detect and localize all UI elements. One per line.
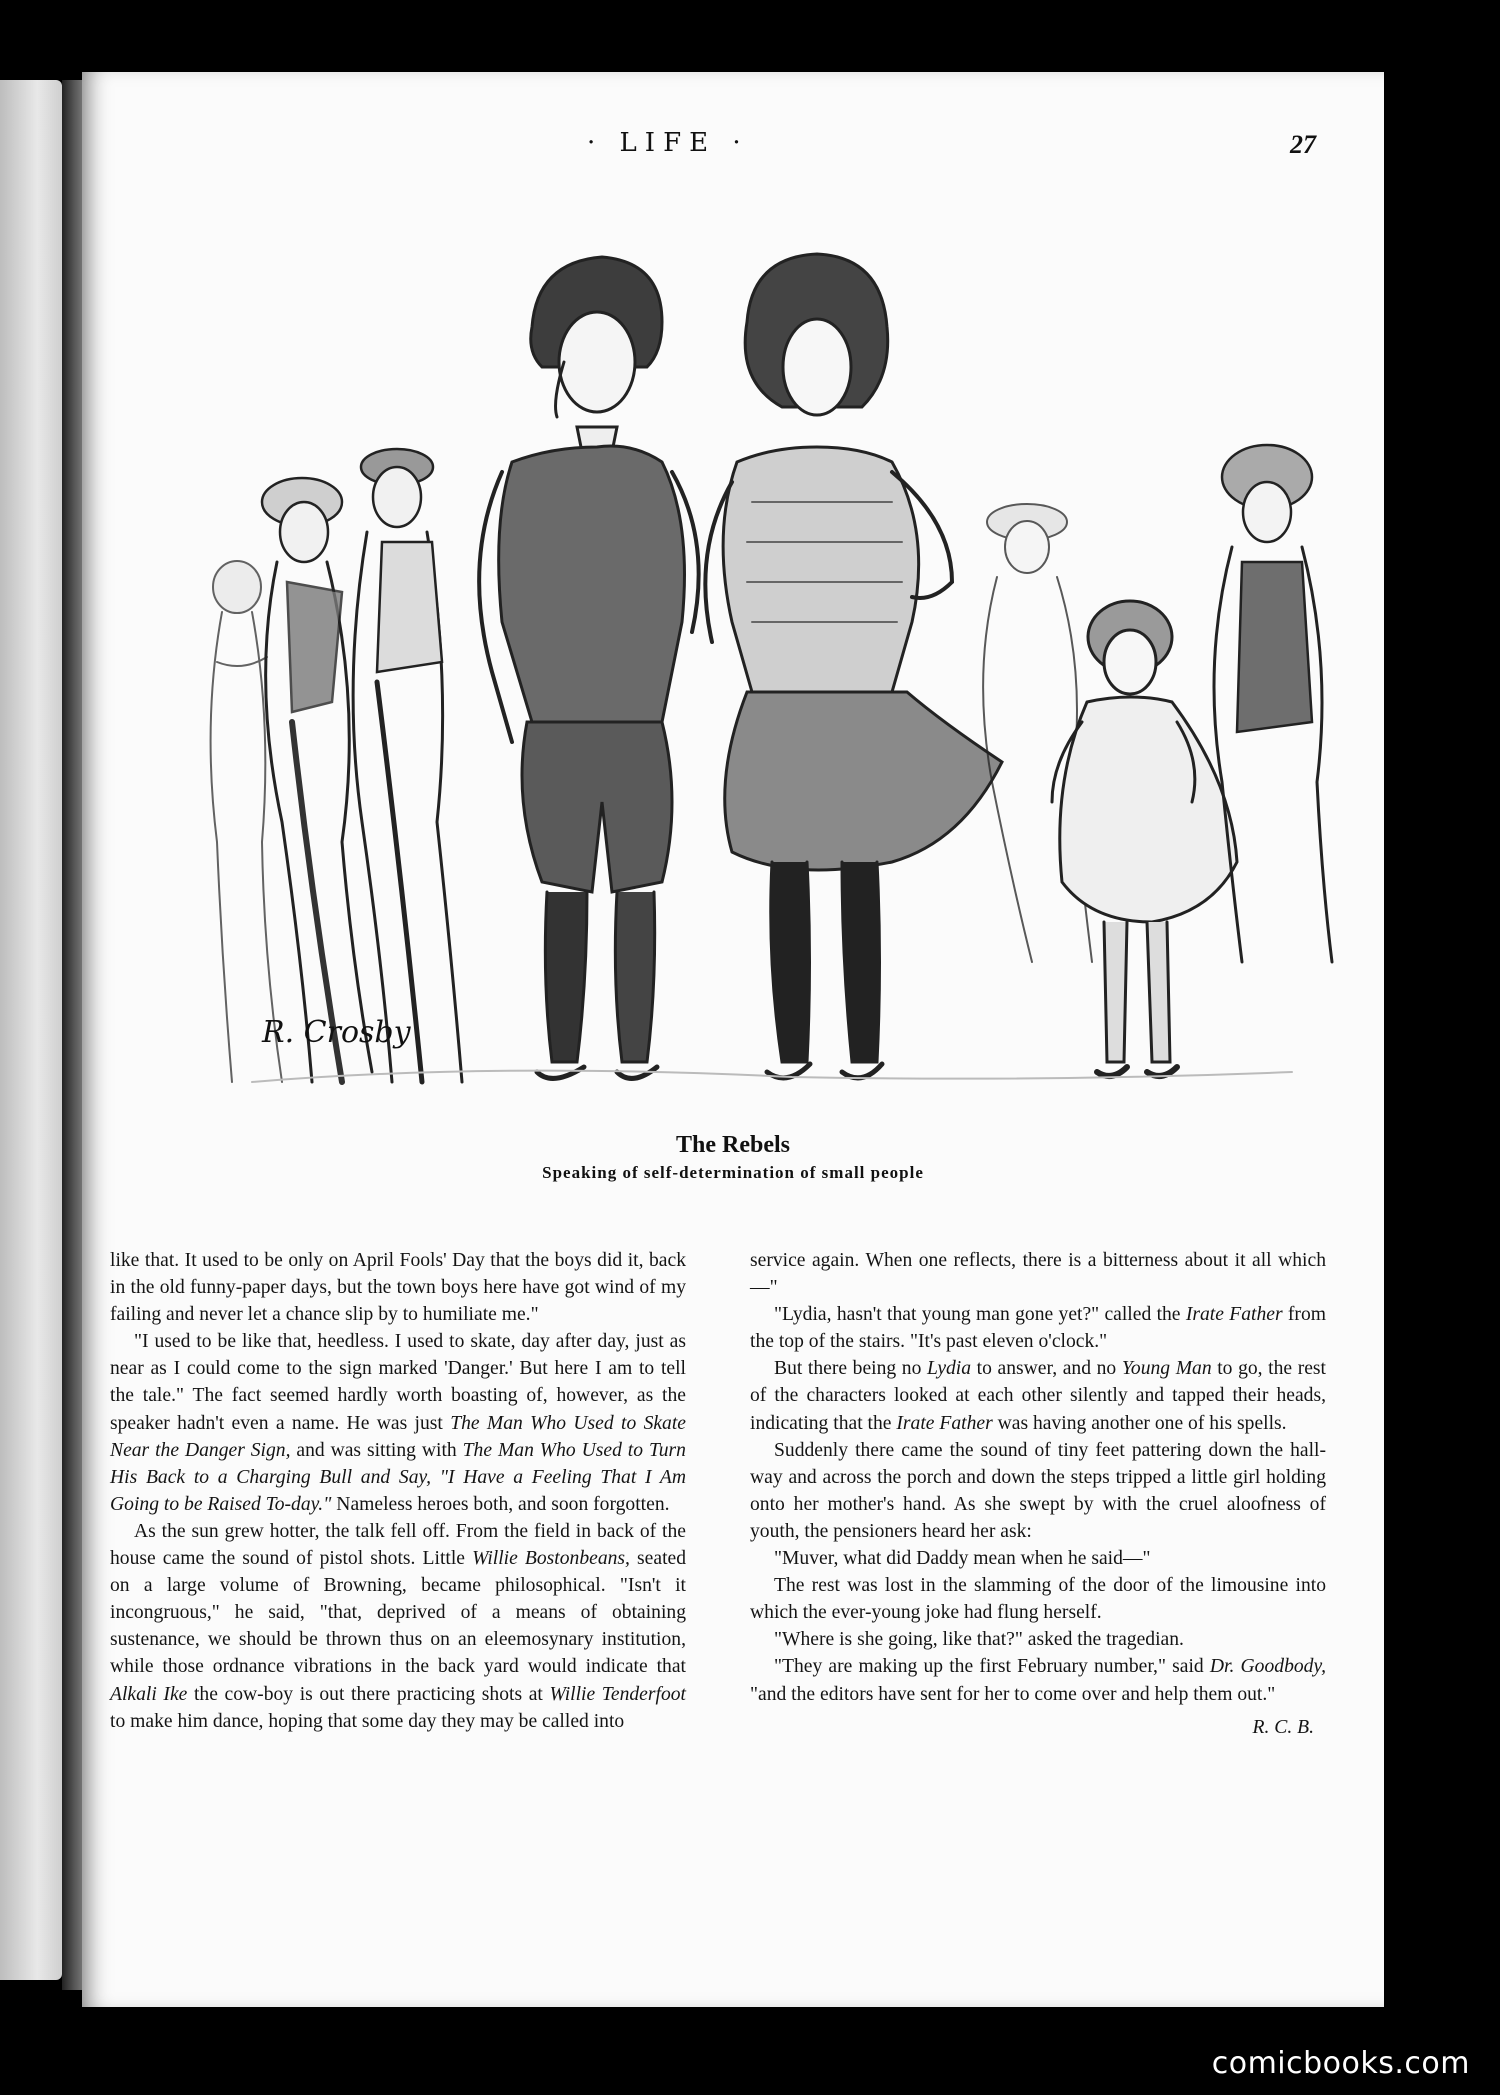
figures-sketch: [192, 202, 1352, 1202]
illustration-the-rebels: [192, 202, 1352, 1202]
paragraph: "They are making up the first February number," said Dr. Goodbody, "and the editors have sent for her to come over and help them out.": [750, 1656, 1326, 1705]
paragraph: "Muver, what did Daddy mean when he said—": [774, 1548, 1151, 1570]
background-figure-left-2: [262, 478, 372, 1082]
paragraph: Suddenly there came the sound of tiny feet pattering down the hall-way and across the porch and down the steps tripped a little girl holding onto her mother's hand. As she swept by with the cruel aloofness of youth, the pensioners heard her ask:: [750, 1439, 1326, 1542]
watermark: comicbooks.com: [1211, 2046, 1470, 2081]
background-figure-left-3: [353, 449, 462, 1082]
article-column-left: [110, 1247, 686, 1735]
paragraph: "Where is she going, like that?" asked the tragedian.: [774, 1629, 1184, 1651]
background-figure-left-1: [211, 561, 282, 1082]
illustration-caption: [82, 1132, 1384, 1183]
magazine-page: [82, 72, 1384, 2007]
artist-signature: R. Crosby: [262, 1015, 411, 1050]
running-title: · LIFE ·: [587, 128, 749, 158]
little-girl-figure: [1052, 601, 1237, 1076]
page-number: 27: [1290, 130, 1316, 159]
paragraph: "Lydia, hasn't that young man gone yet?" called the Irate Father from the top of the stairs. "It's past eleven o'clock.": [750, 1304, 1326, 1353]
article-columns: [110, 1247, 1346, 1947]
caption-title: The Rebels: [676, 1132, 790, 1158]
main-figure-knickers: [479, 257, 699, 1078]
page-header: [82, 128, 1384, 168]
article-column-right: [750, 1247, 1326, 1741]
background-figure-right-2: [1214, 445, 1332, 962]
paragraph: like that. It used to be only on April Fools' Day that the boys did it, back in the old funny-paper days, but the town boys here have got wind of my failing and never let a chance slip by to humiliate me.": [110, 1250, 686, 1326]
previous-page-edge: [0, 80, 62, 1980]
paragraph: service again. When one reflects, there is a bitterness about it all which—": [750, 1250, 1326, 1299]
main-figure-skirt: [705, 254, 1002, 1078]
paragraph: But there being no Lydia to answer, and no Young Man to go, the rest of the characters looked at each other silently and tapped their heads, indicating that the Irate Father was having another one of his spells.: [750, 1358, 1326, 1434]
caption-subtitle: Speaking of self-determination of small people: [542, 1163, 924, 1182]
paragraph: "I used to be like that, heedless. I used to skate, day after day, just as near as I could come to the sign marked 'Danger.' But here I am to tell the tale." The fact seemed hardly worth boasting of, however, as the speaker hadn't even a name. He was just The Man Who Used to Skate Near the Danger Sign, and was sitting with The Man Who Used to Turn His Back to a Charging Bull and Say, "I Have a Feeling That I Am Going to be Raised To-day." Nameless heroes both, and soon forgotten.: [110, 1331, 686, 1515]
paragraph: As the sun grew hotter, the talk fell off. From the field in back of the house came the sound of pistol shots. Little Willie Bostonbeans, seated on a large volume of Browning, became philosophical. "Isn't it incongruous," he said, "that, deprived of a means of obtaining sustenance, we should be thrown thus on an eleemosynary institution, while those ordnance vibrations in the back yard would indicate that Alkali Ike the cow-boy is out there practicing shots at Willie Tenderfoot to make him dance, hoping that some day they may be called into: [110, 1520, 687, 1732]
paragraph: The rest was lost in the slamming of the door of the limousine into which the ever-young joke had flung herself.: [750, 1575, 1326, 1624]
author-signature: R. C. B.: [1252, 1716, 1314, 1738]
